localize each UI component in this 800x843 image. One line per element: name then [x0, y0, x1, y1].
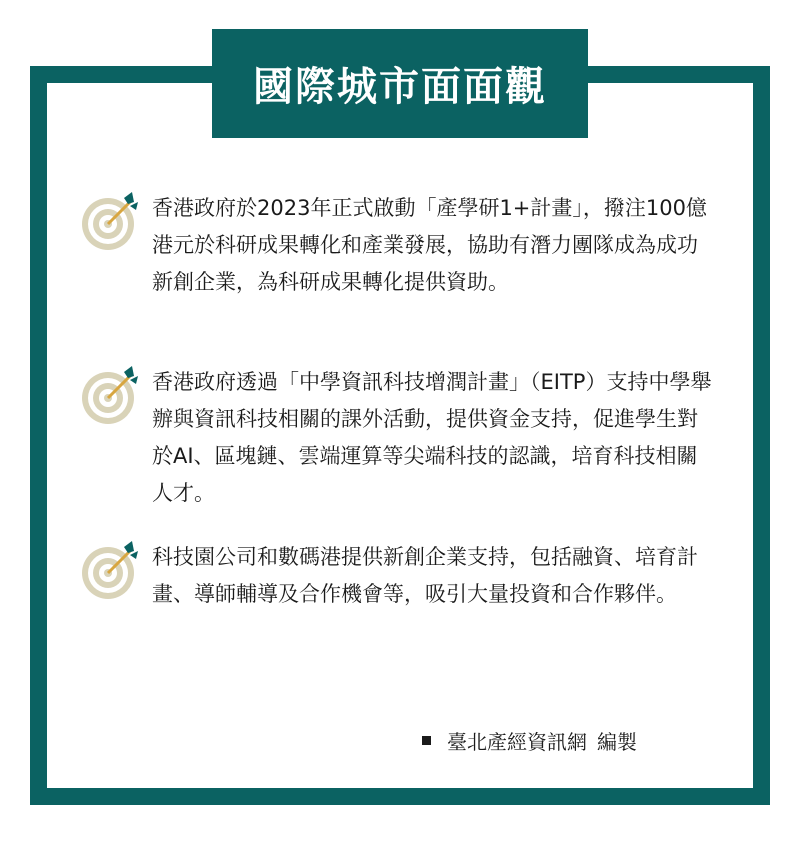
title-banner [212, 29, 588, 138]
credit-suffix: 編製 [597, 729, 637, 754]
target-arrow-icon [78, 364, 140, 426]
target-arrow-icon [78, 190, 140, 252]
target-arrow-icon [78, 539, 140, 601]
item-text: 科技園公司和數碼港提供新創企業支持，包括融資、培育計畫、導師輔導及合作機會等，吸引大量投資和合作夥伴。 [152, 545, 698, 606]
source-credit [422, 722, 637, 758]
item-text: 香港政府於2023年正式啟動「產學研1+計畫」，撥注100億港元於科研成果轉化和產業發展，協助有潛力團隊成為成功新創企業，為科研成果轉化提供資助。 [152, 196, 707, 294]
item-text: 香港政府透過「中學資訊科技增潤計畫」（EITP）支持中學舉辦與資訊科技相關的課外活動，提供資金支持，促進學生對於AI、區塊鏈、雲端運算等尖端科技的認識，培育科技相關人才。 [152, 370, 712, 505]
page-title: 國際城市面面觀 [253, 64, 547, 110]
publisher-name: 臺北產經資訊網 [447, 729, 587, 754]
square-bullet-icon [422, 736, 431, 745]
